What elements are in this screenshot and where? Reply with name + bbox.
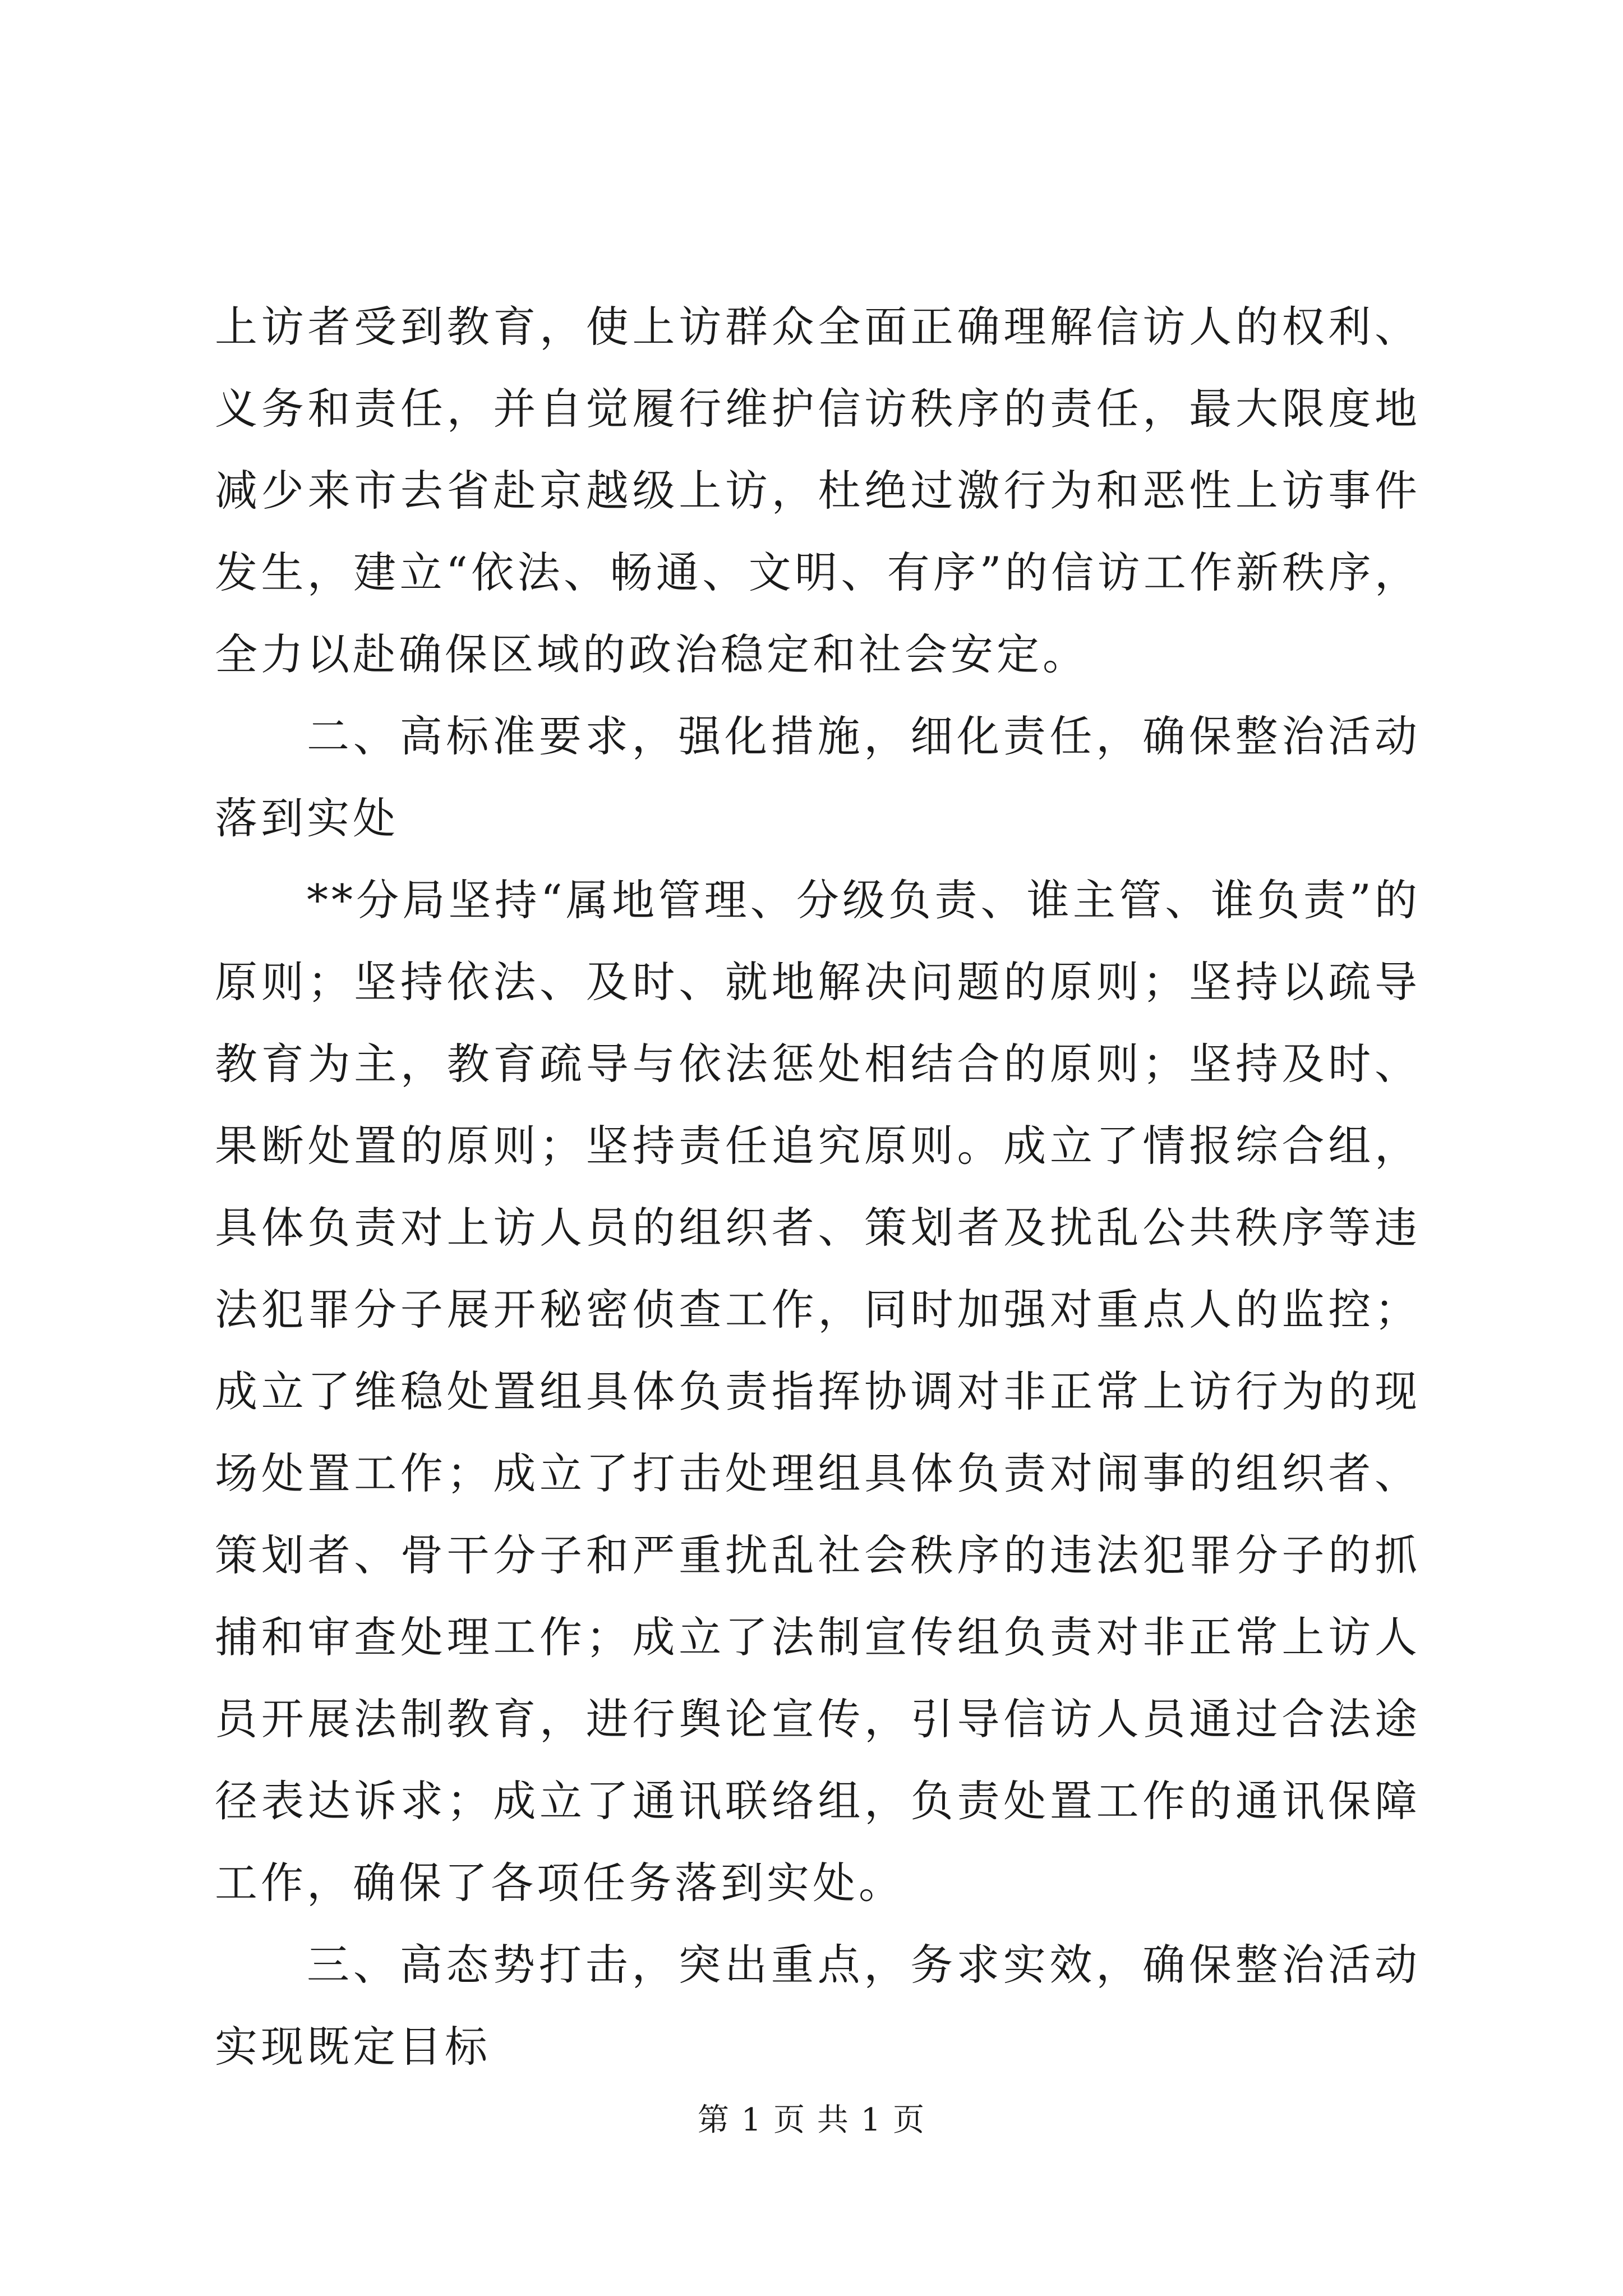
section-heading-2: 二、高标准要求，强化措施，细化责任，确保整治活动落到实处 [215, 711, 1421, 843]
paragraph-measures: **分局坚持“属地管理、分级负责、谁主管、谁负责”的原则；坚持依法、及时、就地解决问题的原则；坚持以疏导教育为主，教育疏导与依法惩处相结合的原则；坚持及时、果断处置的原则；坚持责任追究原则。成立了情报综合组，具体负责对上访人员的组织者、策划者及扰乱公共秩序等违法犯罪分子展开秘密侦查工作，同时加强对重点人的监控；成立了维稳处置组具体负责指挥协调对非正常上访行为的现场处置工作；成立了打击处理组具体负责对闹事的组织者、策划者、骨干分子和严重扰乱社会秩序的违法犯罪分子的抓捕和审查处理工作；成立了法制宣传组负责对非正常上访人员开展法制教育，进行舆论宣传，引导信访人员通过合法途径表达诉求；成立了通讯联络组，负责处置工作的通讯保障工作，确保了各项任务落到实处。 [215, 875, 1421, 1908]
paragraph-continuation: 上访者受到教育，使上访群众全面正确理解信访人的权利、义务和责任，并自觉履行维护信访秩序的责任，最大限度地减少来市去省赴京越级上访，杜绝过激行为和恶性上访事件发生，建立“依法、畅通、文明、有序”的信访工作新秩序，全力以赴确保区域的政治稳定和社会安定。 [215, 302, 1421, 679]
page-footer: 第 1 页 共 1 页 [697, 2102, 926, 2138]
document-body [215, 286, 1421, 2088]
section-heading-3: 三、高态势打击，突出重点，务求实效，确保整治活动实现既定目标 [215, 1940, 1421, 2072]
